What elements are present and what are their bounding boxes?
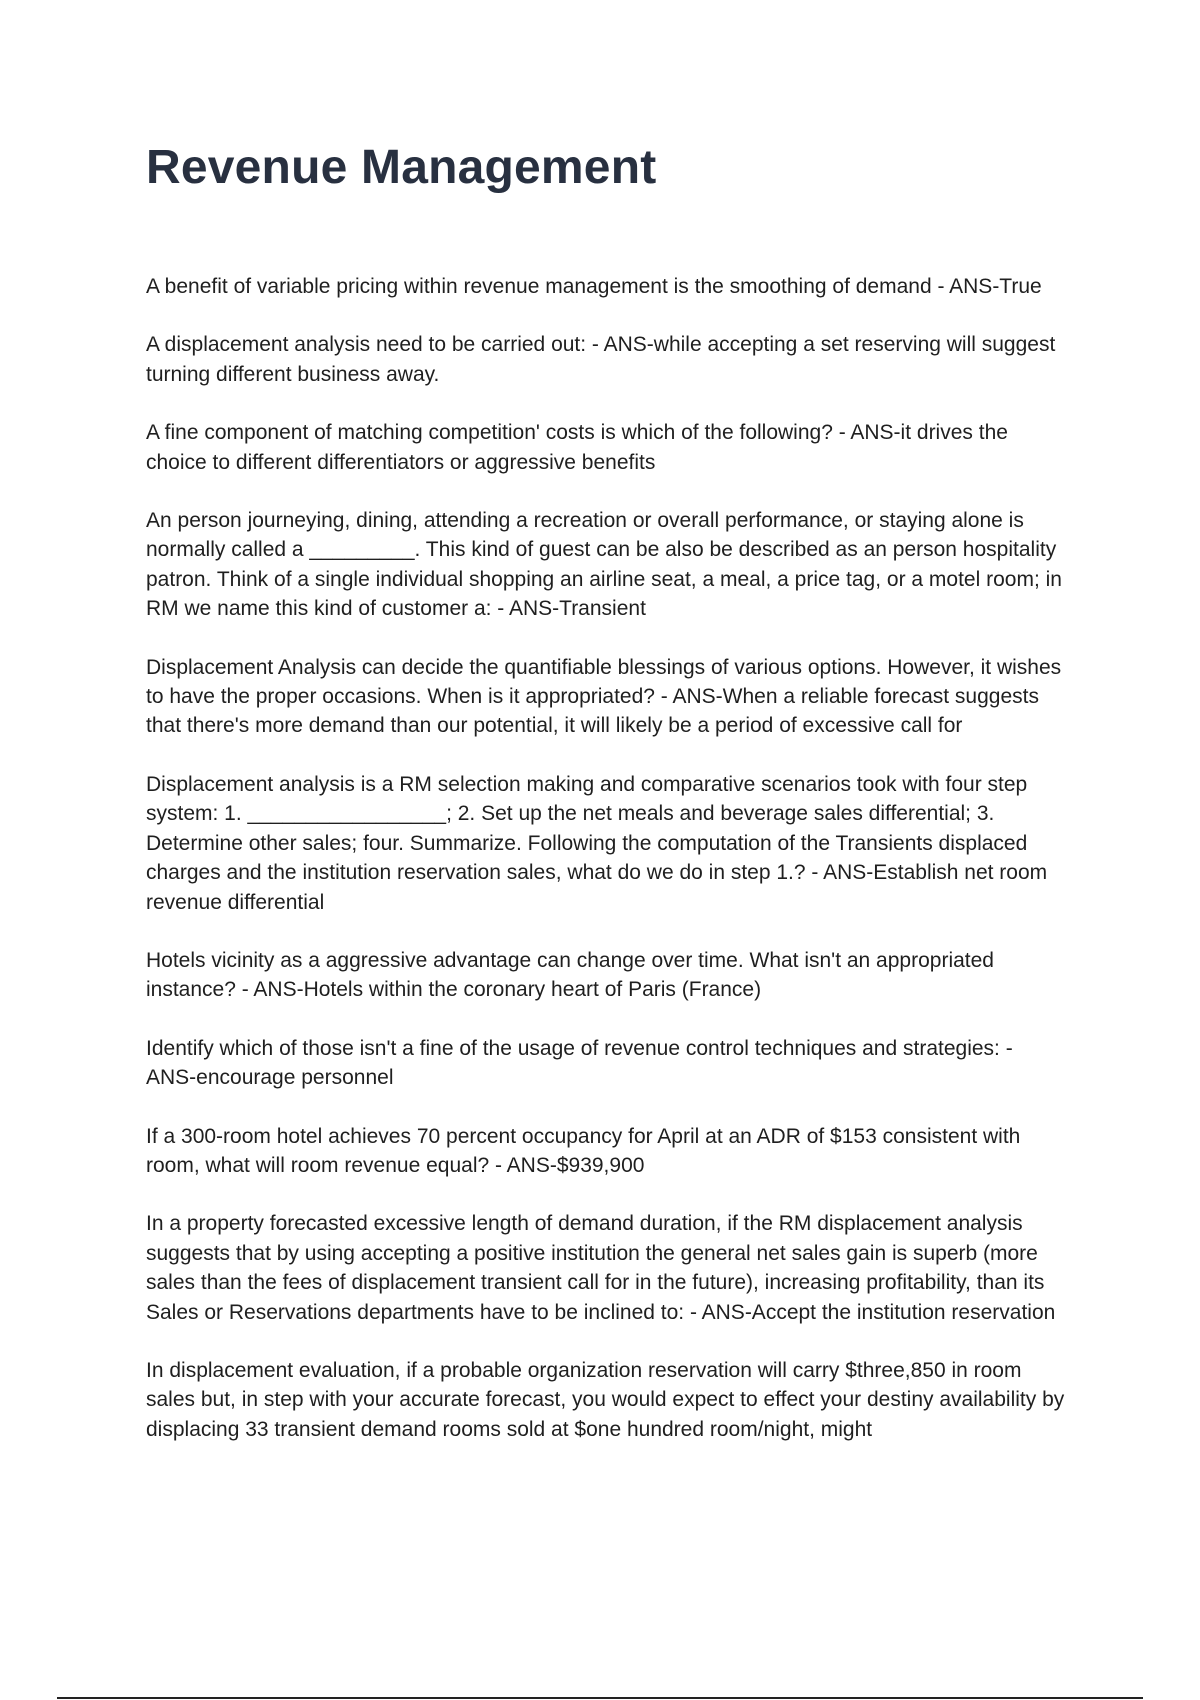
qa-list — [146, 272, 1066, 1473]
page-bottom-rule — [57, 1697, 1143, 1699]
qa-paragraph-11: In displacement evaluation, if a probable organization reservation will carry $three,850 in room sales but, in step with your accurate forecast, you would expect to effect your destiny availability by displacing 33 transient demand rooms sold at $one hundred room/night, might — [146, 1358, 1065, 1441]
qa-paragraph-3: A fine component of matching competition' costs is which of the following? - ANS-it drives the choice to different differentiators or aggressive benefits — [146, 421, 1008, 474]
qa-paragraph-7: Hotels vicinity as a aggressive advantage can change over time. What isn't an appropriated instance? - ANS-Hotels within the coronary heart of Paris (France) — [146, 948, 994, 1002]
qa-paragraph-4: An person journeying, dining, attending a recreation or overall performance, or staying alone is normally called a _________. This kind of guest can be also be described as an person hospitality patron. Think of a single individual shopping an airline seat, a meal, a price tag, or a motel room; in RM we name this kind of customer a: - ANS-Transient — [146, 509, 1062, 621]
qa-paragraph-6: Displacement analysis is a RM selection making and comparative scenarios took with four step system: 1. _________________; 2. Set up the net meals and beverage sales differential; 3. Determine other sales; four. Summarize. Following the computation of the Transients displaced charges and the institution reservation sales, what do we do in step 1.? - ANS-Establish net room revenue differential — [146, 772, 1048, 914]
qa-paragraph-8: Identify which of those isn't a fine of the usage of revenue control techniques and strategies: - ANS-encourage personnel — [146, 1036, 1013, 1090]
qa-paragraph-9: If a 300-room hotel achieves 70 percent occupancy for April at an ADR of $153 consistent with room, what will room revenue equal? - ANS-$939,900 — [146, 1124, 1021, 1177]
qa-paragraph-5: Displacement Analysis can decide the quantifiable blessings of various options. However, it wishes to have the proper occasions. When is it appropriated? - ANS-When a reliable forecast suggests that there's more demand than our potential, it will likely be a period of excessive call for — [146, 655, 1062, 738]
qa-paragraph-2: A displacement analysis need to be carried out: - ANS-while accepting a set reserving will suggest turning different business away. — [146, 333, 1056, 386]
qa-paragraph-1: A benefit of variable pricing within revenue management is the smoothing of demand - ANS-True — [146, 275, 1042, 298]
qa-paragraph-10: In a property forecasted excessive length of demand duration, if the RM displacement analysis suggests that by using accepting a positive institution the general net sales gain is superb (more sales than the fees of displacement transient call for in the future), increasing profitability, than its Sales or Reservations departments have to be inclined to: - ANS-Accept the institution reservation — [146, 1212, 1056, 1324]
document-title: Revenue Management — [146, 141, 657, 194]
